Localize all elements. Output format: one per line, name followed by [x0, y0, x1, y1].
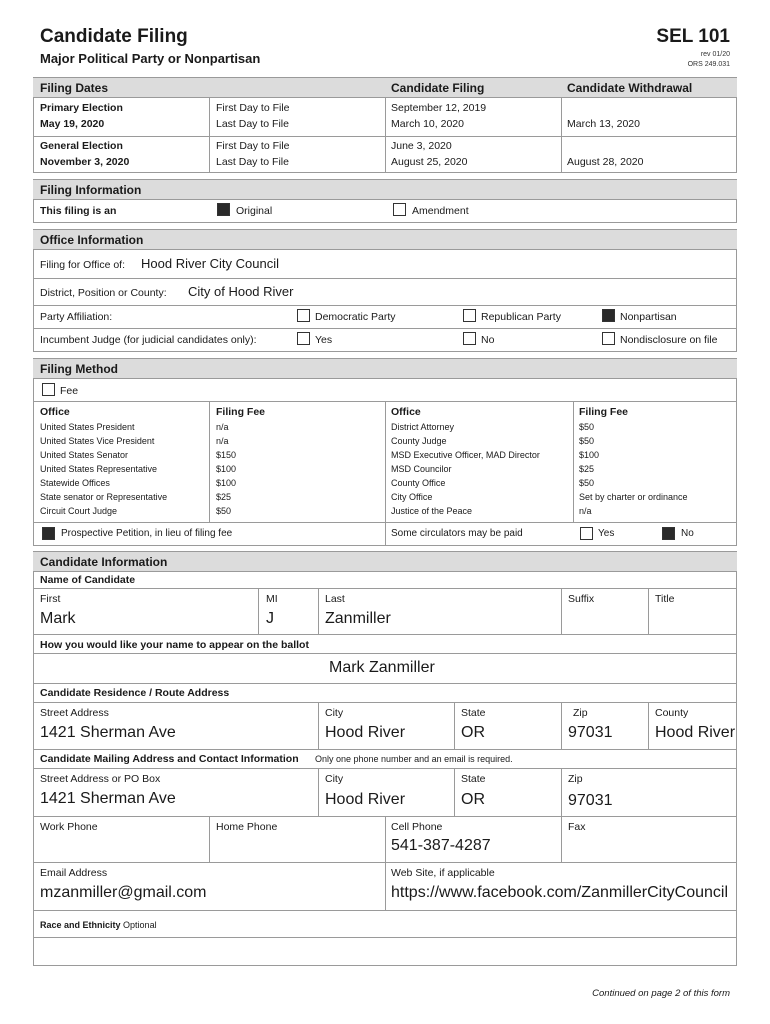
original-label: Original — [236, 205, 273, 217]
circulators-yes-label: Yes — [598, 528, 615, 539]
candidate-filing-col: Candidate Filing — [391, 81, 485, 95]
primary-election-label: Primary Election — [40, 102, 123, 114]
last-name-label: Last — [325, 593, 345, 605]
fee-amount-right: n/a — [579, 506, 592, 516]
res-zip-label: Zip — [573, 707, 588, 719]
mail-city-field[interactable]: Hood River — [325, 791, 406, 808]
fee-amount-right: $25 — [579, 464, 595, 474]
circulators-no-checkbox[interactable] — [662, 527, 675, 540]
circulators-yes-checkbox[interactable] — [580, 527, 593, 540]
race-optional-label: Optional — [123, 920, 157, 930]
fee-amount-left: $100 — [216, 464, 237, 474]
fee-amount-right: $50 — [579, 436, 595, 446]
fee-office-left: United States Senator — [40, 450, 129, 460]
form-subtitle: Major Political Party or Nonpartisan — [40, 51, 261, 66]
fee-office-right: City Office — [391, 492, 433, 502]
cell-phone-field[interactable]: 541-387-4287 — [391, 837, 491, 854]
fee-amount-left: $25 — [216, 492, 232, 502]
general-election-label: General Election — [40, 140, 123, 152]
primary-last-day-date: March 10, 2020 — [391, 118, 464, 130]
judge-yes-checkbox[interactable] — [297, 332, 310, 345]
mail-state-label: State — [461, 773, 486, 785]
circulators-paid-label: Some circulators may be paid — [391, 528, 523, 539]
race-ethnicity-label: Race and Ethnicity — [40, 920, 121, 930]
office-info-heading: Office Information — [40, 233, 144, 247]
fee-label: Fee — [60, 385, 79, 397]
primary-first-day-date: September 12, 2019 — [391, 102, 487, 114]
primary-election-date: May 19, 2020 — [40, 118, 105, 130]
fee-office-left: United States Vice President — [40, 436, 155, 446]
title-label: Title — [655, 593, 675, 605]
prospective-petition-checkbox[interactable] — [42, 527, 55, 540]
fee-amount-left: n/a — [216, 436, 229, 446]
mail-state-field[interactable]: OR — [461, 791, 485, 808]
fee-amount-right: $50 — [579, 478, 595, 488]
republican-party-checkbox[interactable] — [463, 309, 476, 322]
circulators-no-label: No — [681, 528, 694, 539]
general-last-day-label: Last Day to File — [216, 156, 289, 168]
district-label: District, Position or County: — [40, 287, 167, 299]
fee-office-left: Statewide Offices — [40, 478, 110, 488]
filing-dates-heading: Filing Dates — [40, 81, 109, 95]
office-col-right: Office — [391, 406, 421, 418]
first-name-field[interactable]: Mark — [40, 610, 76, 627]
candidate-withdrawal-col: Candidate Withdrawal — [567, 81, 693, 95]
fee-checkbox[interactable] — [42, 383, 55, 396]
filing-info-heading: Filing Information — [40, 183, 142, 197]
fee-office-right: County Judge — [391, 436, 447, 446]
home-phone-label: Home Phone — [216, 821, 278, 833]
general-first-day-label: First Day to File — [216, 140, 290, 152]
judge-no-label: No — [481, 334, 495, 346]
mail-zip-field[interactable]: 97031 — [568, 792, 613, 809]
res-zip-field[interactable]: 97031 — [568, 724, 613, 741]
race-ethnicity-row — [40, 920, 157, 930]
fee-col-left: Filing Fee — [216, 406, 266, 418]
res-city-label: City — [325, 707, 344, 719]
revision-date: rev 01/20 — [700, 51, 730, 58]
primary-first-day-label: First Day to File — [216, 102, 290, 114]
filing-method-heading: Filing Method — [40, 362, 118, 376]
fee-amount-left: $150 — [216, 450, 237, 460]
mail-street-field[interactable]: 1421 Sherman Ave — [40, 790, 176, 807]
name-of-candidate-heading: Name of Candidate — [40, 574, 136, 586]
prospective-petition-label: Prospective Petition, in lieu of filing fee — [61, 528, 233, 539]
fee-amount-left: $50 — [216, 506, 232, 516]
email-label: Email Address — [40, 867, 108, 879]
race-ethnicity-field[interactable] — [34, 938, 736, 965]
res-city-field[interactable]: Hood River — [325, 724, 406, 741]
res-street-label: Street Address — [40, 707, 109, 719]
fee-office-left: United States President — [40, 422, 135, 432]
fee-office-left: United States Representative — [40, 464, 158, 474]
general-withdrawal-date: August 28, 2020 — [567, 156, 644, 168]
res-street-field[interactable]: 1421 Sherman Ave — [40, 724, 176, 741]
republican-party-label: Republican Party — [481, 311, 561, 323]
suffix-label: Suffix — [568, 593, 595, 605]
nondisclosure-label: Nondisclosure on file — [620, 334, 718, 346]
fee-office-right: County Office — [391, 478, 446, 488]
form-number: SEL 101 — [656, 26, 730, 47]
middle-initial-label: MI — [266, 593, 278, 605]
mailing-heading: Candidate Mailing Address and Contact Information — [40, 753, 299, 765]
res-state-label: State — [461, 707, 486, 719]
amendment-checkbox[interactable] — [393, 203, 406, 216]
office-label: Filing for Office of: — [40, 259, 126, 271]
nonpartisan-checkbox[interactable] — [602, 309, 615, 322]
mail-zip-label: Zip — [568, 773, 583, 785]
res-county-field[interactable]: Hood River — [655, 724, 736, 741]
ors-reference: ORS 249.031 — [687, 61, 730, 68]
office-value[interactable]: Hood River City Council — [141, 256, 279, 271]
fax-label: Fax — [568, 821, 586, 833]
fee-office-left: State senator or Representative — [40, 492, 168, 502]
ballot-name-heading: How you would like your name to appear on the ballot — [40, 639, 309, 651]
original-checkbox[interactable] — [217, 203, 230, 216]
fee-amount-left: n/a — [216, 422, 229, 432]
filing-method-header — [33, 358, 737, 379]
fee-col-right: Filing Fee — [579, 406, 629, 418]
fee-amount-left: $100 — [216, 478, 237, 488]
fee-amount-right: $50 — [579, 422, 595, 432]
website-label: Web Site, if applicable — [391, 867, 495, 879]
fee-office-right: MSD Executive Officer, MAD Director — [391, 450, 540, 460]
democratic-party-label: Democratic Party — [315, 311, 396, 323]
primary-last-day-label: Last Day to File — [216, 118, 289, 130]
primary-withdrawal-date: March 13, 2020 — [567, 118, 640, 130]
work-phone-label: Work Phone — [40, 821, 98, 833]
mailing-note: Only one phone number and an email is required. — [315, 754, 513, 764]
nonpartisan-label: Nonpartisan — [620, 311, 677, 323]
fee-office-right: MSD Councilor — [391, 464, 452, 474]
party-affiliation-label: Party Affiliation: — [40, 311, 113, 323]
mail-street-label: Street Address or PO Box — [40, 773, 161, 785]
office-col-left: Office — [40, 406, 70, 418]
cell-phone-label: Cell Phone — [391, 821, 443, 833]
email-field[interactable]: mzanmiller@gmail.com — [40, 884, 207, 901]
fee-amount-right: Set by charter or ordinance — [579, 492, 688, 502]
judge-yes-label: Yes — [315, 334, 333, 346]
fee-office-left: Circuit Court Judge — [40, 506, 118, 516]
fee-office-right: Justice of the Peace — [391, 506, 473, 516]
middle-initial-field[interactable]: J — [266, 610, 274, 627]
district-value[interactable]: City of Hood River — [188, 284, 294, 299]
last-name-field[interactable]: Zanmiller — [325, 610, 391, 627]
general-first-day-date: June 3, 2020 — [391, 140, 452, 152]
form-title: Candidate Filing — [40, 26, 188, 47]
continued-footer: Continued on page 2 of this form — [592, 988, 730, 999]
incumbent-judge-label: Incumbent Judge (for judicial candidates only): — [40, 334, 257, 346]
nondisclosure-checkbox[interactable] — [602, 332, 615, 345]
first-name-label: First — [40, 593, 61, 605]
amendment-label: Amendment — [412, 205, 469, 217]
filing-type-label: This filing is an — [40, 205, 117, 217]
judge-no-checkbox[interactable] — [463, 332, 476, 345]
website-field[interactable]: https://www.facebook.com/ZanmillerCityCouncil — [391, 884, 729, 901]
res-state-field[interactable]: OR — [461, 724, 485, 741]
residence-heading: Candidate Residence / Route Address — [40, 687, 230, 699]
res-county-label: County — [655, 707, 689, 719]
ballot-name-field[interactable]: Mark Zanmiller — [329, 659, 435, 676]
candidate-info-heading: Candidate Information — [40, 555, 168, 569]
general-election-date: November 3, 2020 — [40, 156, 130, 168]
fee-office-right: District Attorney — [391, 422, 455, 432]
democratic-party-checkbox[interactable] — [297, 309, 310, 322]
general-last-day-date: August 25, 2020 — [391, 156, 468, 168]
fee-amount-right: $100 — [579, 450, 600, 460]
mail-city-label: City — [325, 773, 344, 785]
